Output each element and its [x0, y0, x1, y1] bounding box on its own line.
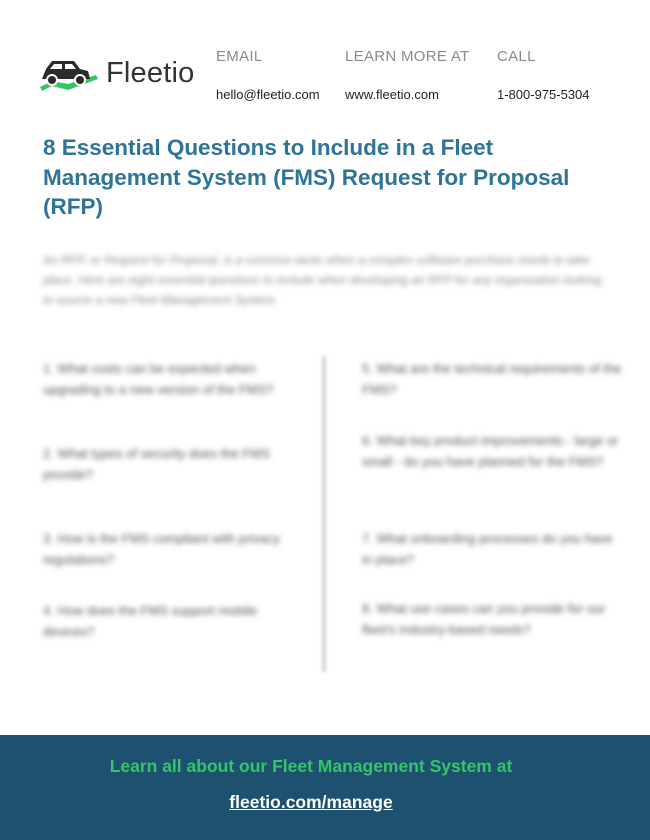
question-6: 6. What key product improvements - large or small - do you have planned for the FMS? — [362, 433, 619, 469]
phone-value[interactable]: 1-800-975-5304 — [497, 87, 590, 102]
question-1: 1. What costs can be expected when upgrading to a new version of the FMS? — [43, 361, 274, 397]
car-logo-icon — [38, 53, 100, 93]
footer-cta-text: Learn all about our Fleet Management System at — [109, 756, 513, 776]
question-5: 5. What are the technical requirements of the FMS? — [362, 361, 622, 397]
question-3: 3. How is the FMS compliant with privacy regulations? — [43, 531, 280, 567]
question-4: 4. How does the FMS support mobile devices? — [43, 603, 257, 639]
contact-website — [345, 48, 469, 102]
page-header — [0, 0, 650, 120]
brand-name: Fleetio — [106, 56, 195, 89]
footer-banner — [0, 735, 650, 840]
intro-paragraph: An RFP, or Request for Proposal, is a common tactic when a complex software purchase needs to take place. Here are eight essential questions to include when developing an RFP for any organization looking to source a new Fleet Management System. — [43, 253, 602, 307]
fleetio-logo[interactable] — [38, 50, 198, 96]
question-7: 7. What onboarding processes do you have in place? — [362, 531, 613, 567]
learn-more-label: LEARN MORE AT — [345, 48, 470, 65]
website-value[interactable]: www.fleetio.com — [345, 87, 439, 102]
question-2: 2. What types of security does the FMS provide? — [43, 446, 270, 482]
column-divider — [322, 356, 326, 672]
footer-link[interactable]: fleetio.com/manage — [229, 792, 393, 812]
call-label: CALL — [497, 48, 536, 65]
email-label: EMAIL — [216, 48, 263, 65]
question-8: 8. What use cases can you provide for our fleet's industry-based needs? — [362, 601, 606, 637]
email-value[interactable]: hello@fleetio.com — [216, 87, 320, 102]
document-title: 8 Essential Questions to Include in a Fleet Management System (FMS) Request for Proposal (RFP) — [43, 135, 570, 219]
contact-phone — [497, 48, 590, 102]
contact-email — [216, 48, 320, 102]
